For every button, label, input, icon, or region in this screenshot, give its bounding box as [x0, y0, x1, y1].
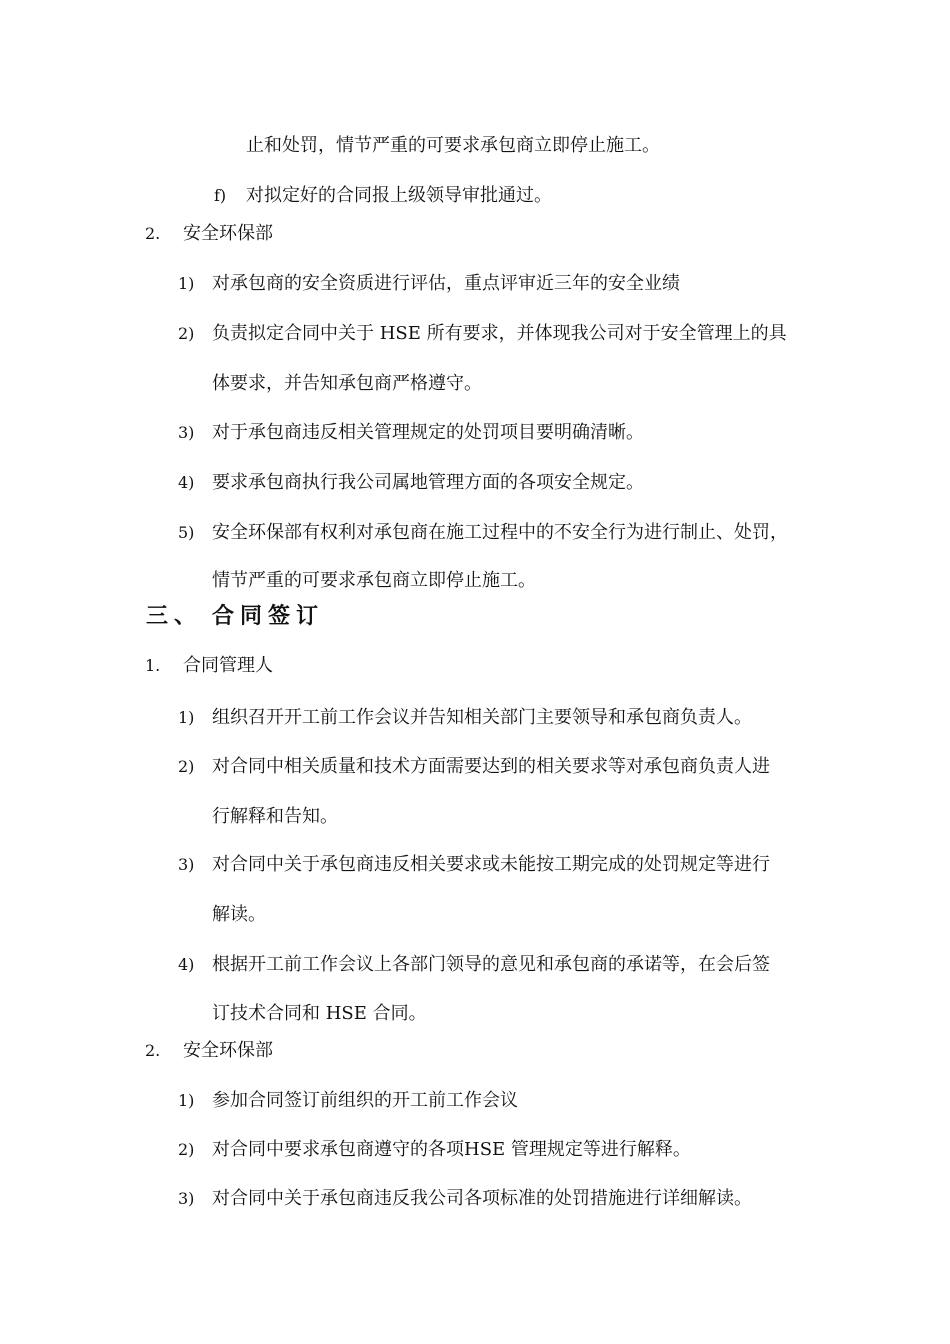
list-marker: 4)	[178, 473, 195, 492]
list-item-text: 根据开工前工作会议上各部门领导的意见和承包商的承诺等，在会后签	[212, 954, 770, 975]
list-item-text: 对合同中关于承包商违反相关要求或未能按工期完成的处罚规定等进行	[212, 854, 770, 875]
list-marker: 1)	[178, 1091, 195, 1110]
list-item-text: 对合同中关于承包商违反我公司各项标准的处罚措施进行详细解读。	[212, 1188, 752, 1209]
list-item-text-continued: 情节严重的可要求承包商立即停止施工。	[212, 570, 536, 591]
section-heading: 合同签订	[212, 603, 325, 629]
list-marker: 1)	[178, 274, 195, 293]
list-item-text-continued: 解读。	[212, 904, 266, 925]
list-item-text: 组织召开开工前工作会议并告知相关部门主要领导和承包商负责人。	[212, 707, 752, 728]
list-marker: 4)	[178, 955, 195, 974]
list-marker: 5)	[178, 523, 195, 542]
list-item-text: 对拟定好的合同报上级领导审批通过。	[246, 185, 552, 206]
section-number: 三、	[146, 603, 203, 629]
list-marker: 3)	[178, 855, 195, 874]
list-item-text-continued: 订技术合同和 HSE 合同。	[212, 1003, 427, 1024]
list-item-text: 参加合同签订前组织的开工前工作会议	[212, 1090, 518, 1111]
subsection-title: 合同管理人	[183, 655, 273, 676]
list-item-text: 对于承包商违反相关管理规定的处罚项目要明确清晰。	[212, 422, 644, 443]
list-marker: 2)	[178, 757, 195, 776]
list-marker: 1.	[145, 656, 161, 675]
list-item-text: 对合同中相关质量和技术方面需要达到的相关要求等对承包商负责人进	[212, 756, 770, 777]
list-item-text: 要求承包商执行我公司属地管理方面的各项安全规定。	[212, 472, 644, 493]
list-item-text: 对合同中要求承包商遵守的各项HSE 管理规定等进行解释。	[212, 1139, 691, 1160]
list-item-text-continued: 行解释和告知。	[212, 806, 338, 827]
list-item-text: 安全环保部有权利对承包商在施工过程中的不安全行为进行制止、处罚，	[212, 522, 788, 543]
paragraph-line: 止和处罚，情节严重的可要求承包商立即停止施工。	[246, 135, 660, 156]
list-marker: 3)	[178, 423, 195, 442]
list-marker: 2)	[178, 324, 195, 343]
list-item-text: 对承包商的安全资质进行评估，重点评审近三年的安全业绩	[212, 273, 680, 294]
list-marker: 3)	[178, 1189, 195, 1208]
list-marker: f)	[214, 186, 227, 205]
list-marker: 2)	[178, 1140, 195, 1159]
list-item-text-continued: 体要求，并告知承包商严格遵守。	[212, 373, 482, 394]
list-item-text: 负责拟定合同中关于 HSE 所有要求，并体现我公司对于安全管理上的具	[212, 323, 787, 344]
subsection-title: 安全环保部	[183, 1040, 273, 1061]
subsection-title: 安全环保部	[183, 223, 273, 244]
list-marker: 2.	[145, 1041, 161, 1060]
list-marker: 2.	[145, 224, 161, 243]
list-marker: 1)	[178, 708, 195, 727]
